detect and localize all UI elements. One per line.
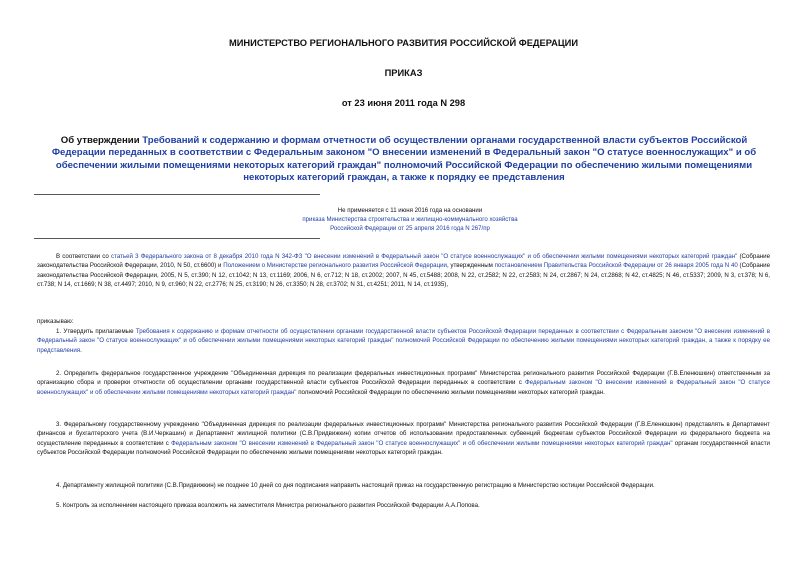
clause-1-text-1: 1. Утвердить прилагаемые (56, 328, 136, 335)
clause-2-text-1: 2. Определить федеральное государственное учреждение "Объединенная дирекция по реализации федеральных инвестиционных программ" Министерства регионального развития Российской Федерации (Г.В.Еленюшкин) ответственным за организацию сбора и проверки отчетности об осуществлении органами государственной власти субъектов Российской Федерации переданных в соответствии с (37, 370, 770, 387)
clause-2-text-2: полномочий Российской Федерации по обеспечению жилыми помещениями некоторых категорий граждан. (296, 388, 605, 396)
preamble-text-1: В соответствии со (56, 253, 112, 260)
clause-1 (37, 327, 770, 355)
clause-5: 5. Контроль за исполнением настоящего приказа возложить на заместителя Министра регионального развития Российской Федерации А.А.Попова. (56, 502, 480, 509)
document-date-number: от 23 июня 2011 года N 298 (341, 98, 466, 108)
clause-3-federal-law-link[interactable]: Федеральным законом "О внесении изменений в Федеральный закон "О статусе военнослужащих" и об обеспечении жилыми помещениями некоторых категорий граждан" (171, 439, 673, 447)
preamble-text-2: (Собрание законодательства Российской Федерации, 2010, N 50, ст.6600) и (37, 253, 770, 270)
title-requirements-link[interactable]: Требований к содержанию и формам отчетности об осуществлении органами государственной власти субъектов Российской Федерации переданных в соответствии с Федеральным законом "О внесении изменений в Федеральный закон "О статусе военнослужащих" и об обеспечении жилыми помещениями некоторых категорий граждан" полномочий Российской Федерации по обеспечению жилыми помещениями некоторых категорий граждан, а также к порядку ее представления (51, 135, 757, 184)
preamble-paragraph (37, 252, 770, 289)
document-title (44, 135, 764, 185)
clause-2 (37, 369, 770, 397)
preamble-text-4: (Собрание законодательства Российской Федерации, 2005, N 5, ст.390; N 12, ст.1042; N 13, ст.1169; 2006, N 6, ст.712; N 18, ст.2002; 2007, N 45, ст.5488; 2008, N 22, ст.2582; N 22, ст.2583; N 24, ст.2867; N 24, ст.2868; N 42, ст.4825; N 46, ст.5337; 2009, N 3, ст.378; N 6, ст.738; N 14, ст.1669; N 38, ст.4497; 2010, N 9, ст.960; N 22, ст.2776; N 25, ст.3190; N 26, ст.3350; N 28, ст.3702; N 31, ст.4251; 2011, N 14, ст.1935), (37, 262, 770, 288)
status-note (300, 207, 520, 233)
government-decree-40-link[interactable]: постановлением Правительства Российской Федерации от 26 января 2005 года N 40 (494, 262, 738, 270)
clause-3 (37, 420, 770, 457)
ministry-regulation-link[interactable]: Положением о Министерстве регионального развития Российской Федерации (223, 262, 447, 270)
clause-3-text-2: органам государственной власти субъектов Российской Федерации полномочий Российской Федерации по обеспечению жилыми помещениями некоторых категорий граждан. (37, 439, 770, 456)
separator-bottom (34, 238, 320, 239)
ministry-heading: МИНИСТЕРСТВО РЕГИОНАЛЬНОГО РАЗВИТИЯ РОССИЙСКОЙ ФЕДЕРАЦИИ (229, 38, 578, 48)
preamble-text-3: , утвержденным (446, 262, 495, 270)
clause-2-federal-law-link[interactable]: Федеральным законом "О внесении изменений в Федеральный закон "О статусе военнослужащих" и об обеспечении жилыми помещениями некоторых категорий граждан" (37, 379, 771, 396)
clause-3-text-1: 3. Федеральному государственному учреждению "Объединенная дирекция по реализации федеральных инвестиционных программ" Министерства регионального развития Российской Федерации (Г.В.Еленюшкин) представлять в Департамент финансов и бухгалтерского учета (В.И.Черкашин) и Департамент жилищной политики (С.В.Придвижкин) копии отчетов об использовании предоставленных субвенций бюджетам субъектов Российской Федерации из федерального бюджета на осуществление переданных в соответствии с (37, 421, 770, 447)
clause-4: 4. Департаменту жилищной политики (С.В.Придвижкин) не позднее 10 дней со дня подписания направить настоящий приказ на государственную регистрацию в Министерство юстиции Российской Федерации. (56, 482, 655, 489)
separator-top (34, 194, 320, 195)
status-note-text: Не применяется с 11 июня 2016 года на основании (337, 207, 483, 214)
order-word: приказываю: (37, 318, 74, 325)
clause-1-requirements-link[interactable]: Требования к содержанию и формам отчетности об осуществлении органами государственной власти субъектов Российской Федерации переданных в соответствии с Федеральным законом "О внесении изменений в Федеральный закон "О статусе военнослужащих" и об обеспечении жилыми помещениями некоторых категорий граждан" полномочий Российской Федерации по обеспечению жилыми помещениями некоторых категорий граждан, а также к порядку ее представления (37, 328, 771, 354)
status-note-link[interactable]: приказа Министерства строительства и жилищно-коммунального хозяйства Российской Федерации от 25 апреля 2016 года N 267/пр (302, 215, 518, 232)
document-type: ПРИКАЗ (384, 68, 423, 78)
law-342-article-3-link[interactable]: статьей 3 Федерального закона от 8 декабря 2010 года N 342-ФЗ "О внесении изменений в Федеральный закон "О статусе военнослужащих" и об обеспечении жилыми помещениями некоторых категорий граждан" (111, 253, 738, 260)
title-prefix: Об утверждении (60, 135, 143, 146)
clause-1-text-2: . (80, 346, 82, 354)
